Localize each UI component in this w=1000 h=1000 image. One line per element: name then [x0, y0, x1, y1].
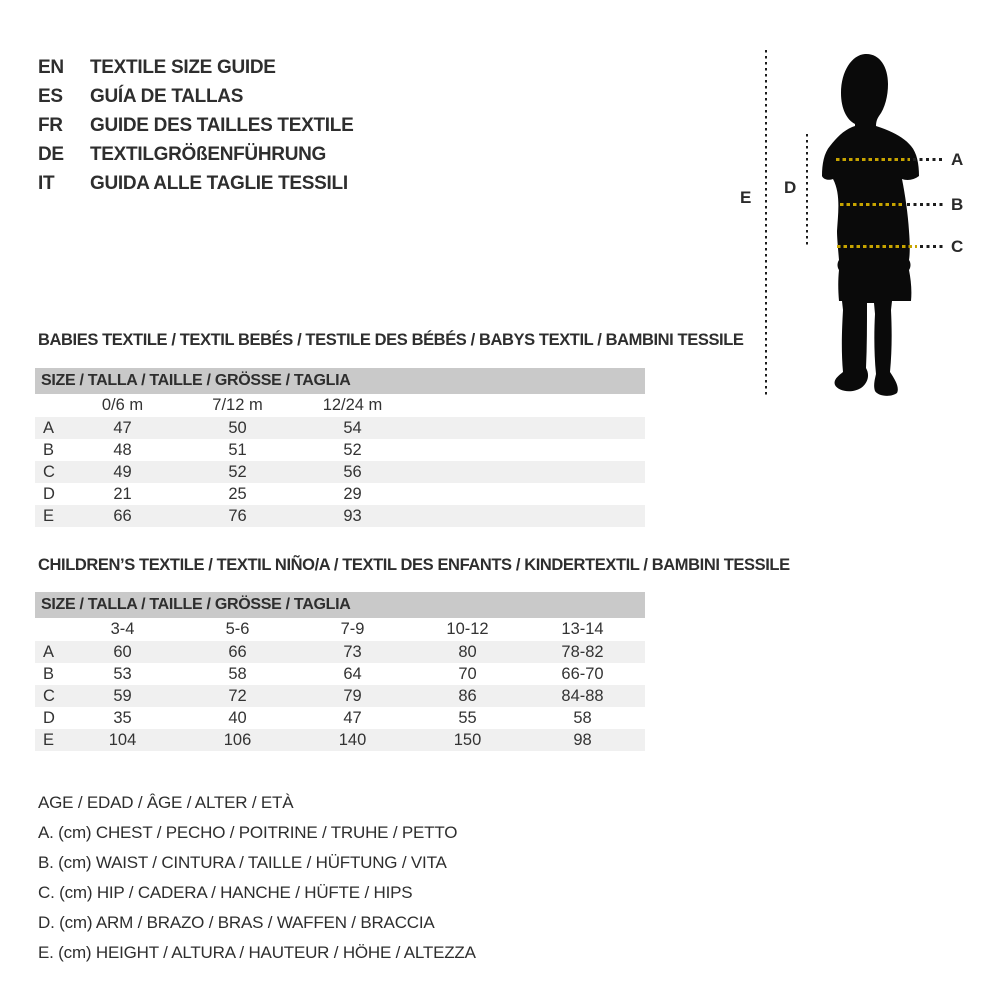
height-measure-line-e — [765, 50, 767, 396]
column-header-row — [35, 394, 645, 417]
row-label: D — [43, 484, 55, 503]
cell: 47 — [113, 418, 132, 437]
cell: 66-70 — [561, 664, 604, 683]
row-label: A — [43, 642, 55, 661]
cell: 40 — [228, 708, 247, 727]
lang-title: TEXTILGRÖßENFÜHRUNG — [90, 143, 327, 165]
row-label: B — [43, 440, 55, 459]
lang-code: FR — [38, 114, 63, 136]
row-label: A — [43, 418, 55, 437]
cell: 66 — [228, 642, 247, 661]
cell: 58 — [573, 708, 592, 727]
cell: 104 — [108, 730, 137, 749]
table-row — [35, 663, 645, 685]
measurement-diagram — [0, 0, 1000, 420]
row-label: C — [43, 686, 55, 705]
cell: 66 — [113, 506, 132, 525]
column-header: 13-14 — [561, 620, 604, 638]
size-table-header: SIZE / TALLA / TAILLE / GRÖSSE / TAGLIA — [35, 368, 645, 394]
waist-leader-line-b — [907, 203, 944, 206]
chest-leader-line-a — [913, 158, 944, 161]
cell: 59 — [113, 686, 132, 705]
legend-waist: B. (cm) WAIST / CINTURA / TAILLE / HÜFTUNG / VITA — [38, 853, 447, 872]
marker-label-d: D — [784, 178, 797, 197]
cell: 84-88 — [561, 686, 604, 705]
lang-title: TEXTILE SIZE GUIDE — [90, 56, 276, 78]
hip-leader-line-c — [920, 245, 944, 248]
arm-measure-line-d — [806, 134, 808, 246]
row-label: D — [43, 708, 55, 727]
cell: 76 — [228, 506, 247, 525]
cell: 72 — [228, 686, 247, 705]
column-header: 10-12 — [446, 620, 489, 638]
legend-hip: C. (cm) HIP / CADERA / HANCHE / HÜFTE / HIPS — [38, 883, 413, 902]
cell: 73 — [343, 642, 362, 661]
lang-code: EN — [38, 56, 64, 78]
column-header: 3-4 — [110, 620, 135, 638]
cell: 47 — [343, 708, 362, 727]
cell: 106 — [223, 730, 252, 749]
cell: 140 — [338, 730, 367, 749]
table-row — [35, 707, 645, 729]
cell: 52 — [343, 440, 362, 459]
cell: 29 — [343, 484, 362, 503]
cell: 50 — [228, 418, 247, 437]
children-size-table — [35, 592, 645, 751]
children-section-title: CHILDREN’S TEXTILE / TEXTIL NIÑO/A / TEXTIL DES ENFANTS / KINDERTEXTIL / BAMBINI TESSILE — [38, 556, 790, 574]
cell: 21 — [113, 484, 132, 503]
cell: 70 — [458, 664, 477, 683]
marker-label-e: E — [740, 188, 752, 207]
lang-title: GUIDE DES TAILLES TEXTILE — [90, 114, 354, 136]
cell: 35 — [113, 708, 132, 727]
babies-section-title: BABIES TEXTILE / TEXTIL BEBÉS / TESTILE DES BÉBÉS / BABYS TEXTIL / BAMBINI TESSILE — [38, 331, 744, 349]
marker-label-c: C — [951, 237, 964, 256]
legend-arm: D. (cm) ARM / BRAZO / BRAS / WAFFEN / BRACCIA — [38, 913, 435, 932]
cell: 48 — [113, 440, 132, 459]
row-label: B — [43, 664, 55, 683]
cell: 86 — [458, 686, 477, 705]
marker-label-a: A — [951, 150, 964, 169]
row-label: E — [43, 730, 55, 749]
legend-height: E. (cm) HEIGHT / ALTURA / HAUTEUR / HÖHE / ALTEZZA — [38, 943, 476, 962]
hip-measure-dash-c — [837, 245, 917, 248]
lang-code: DE — [38, 143, 64, 165]
row-label: E — [43, 506, 55, 525]
table-row — [35, 641, 645, 663]
column-header: 0/6 m — [101, 396, 144, 414]
column-header: 12/24 m — [322, 396, 383, 414]
cell: 79 — [343, 686, 362, 705]
legend-chest: A. (cm) CHEST / PECHO / POITRINE / TRUHE / PETTO — [38, 823, 458, 842]
table-row — [35, 439, 645, 461]
cell: 52 — [228, 462, 247, 481]
cell: 56 — [343, 462, 362, 481]
table-row — [35, 417, 645, 439]
cell: 80 — [458, 642, 477, 661]
child-silhouette-icon — [818, 48, 942, 400]
column-header: 5-6 — [225, 620, 250, 638]
cell: 49 — [113, 462, 132, 481]
table-row — [35, 505, 645, 527]
row-label: C — [43, 462, 55, 481]
column-header: 7/12 m — [212, 396, 263, 414]
column-header-row — [35, 618, 645, 641]
lang-title: GUÍA DE TALLAS — [90, 85, 244, 107]
cell: 25 — [228, 484, 247, 503]
column-header: 7-9 — [340, 620, 365, 638]
babies-size-table — [35, 368, 645, 527]
cell: 64 — [343, 664, 362, 683]
size-table-header: SIZE / TALLA / TAILLE / GRÖSSE / TAGLIA — [35, 592, 645, 618]
cell: 150 — [453, 730, 482, 749]
cell: 93 — [343, 506, 362, 525]
legend-age: AGE / EDAD / ÂGE / ALTER / ETÀ — [38, 793, 294, 812]
lang-code: IT — [38, 172, 55, 194]
cell: 53 — [113, 664, 132, 683]
table-row — [35, 685, 645, 707]
chest-measure-dash-a — [836, 158, 910, 161]
cell: 54 — [343, 418, 362, 437]
lang-code: ES — [38, 85, 63, 107]
cell: 98 — [573, 730, 592, 749]
waist-measure-dash-b — [840, 203, 904, 206]
table-row — [35, 729, 645, 751]
lang-title: GUIDA ALLE TAGLIE TESSILI — [90, 172, 348, 194]
cell: 78-82 — [561, 642, 604, 661]
cell: 51 — [228, 440, 247, 459]
marker-label-b: B — [951, 195, 964, 214]
measurement-legend — [38, 788, 476, 968]
table-row — [35, 461, 645, 483]
cell: 58 — [228, 664, 247, 683]
table-row — [35, 483, 645, 505]
cell: 60 — [113, 642, 132, 661]
cell: 55 — [458, 708, 477, 727]
